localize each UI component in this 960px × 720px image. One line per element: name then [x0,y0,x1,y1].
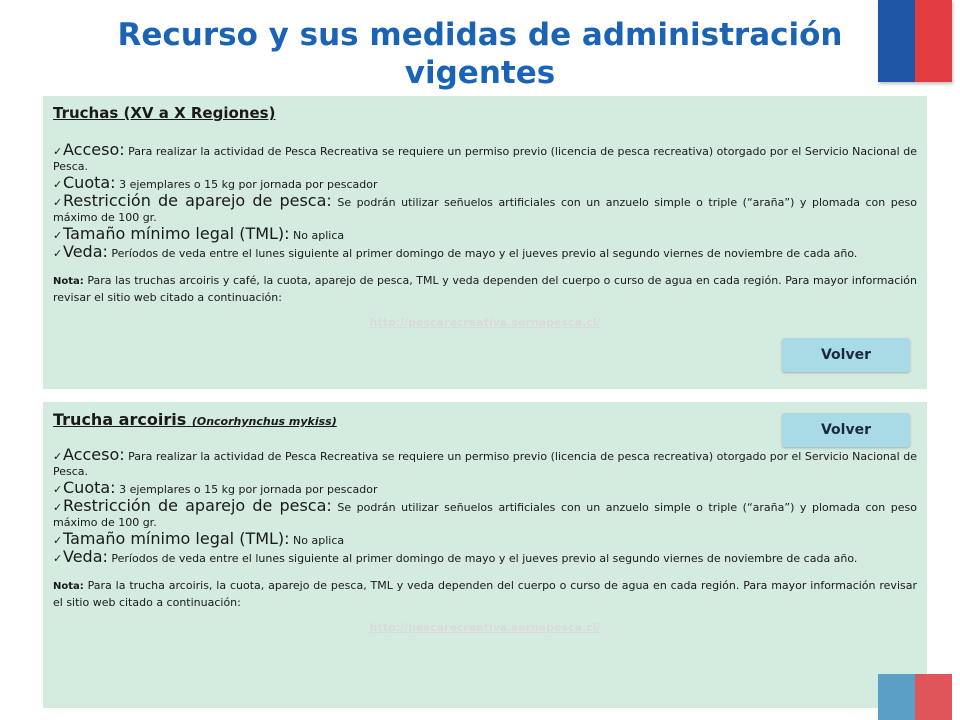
list-item: ✓Tamaño mínimo legal (TML): No aplica [53,224,345,243]
list-item: ✓Cuota: 3 ejemplares o 15 kg por jornada por pescador [53,478,378,497]
list-item: ✓Veda: Períodos de veda entre el lunes siguiente al primer domingo de mayo y el jueves previo al segundo viernes de noviembre de cada año. [53,547,858,566]
checkmark-icon: ✓ [53,178,63,191]
regulation-list [53,447,917,566]
panel-heading: Truchas (XV a X Regiones) [53,104,276,122]
list-item: ✓Cuota: 3 ejemplares o 15 kg por jornada por pescador [53,173,378,192]
sernapesca-link[interactable]: http://pescarecreativa.sernapesca.cl/ [369,621,601,634]
regulation-list [53,142,917,261]
checkmark-icon: ✓ [53,196,63,209]
list-item: ✓Acceso: Para realizar la actividad de Pesca Recreativa se requiere un permiso previo (licencia de pesca recreativa) otorgado por el Servicio Nacional de Pesca. [53,445,917,478]
trucha-arcoiris-panel [43,402,927,708]
page-title: Recurso y sus medidas de administración vigentes [117,17,843,91]
volver-button[interactable]: Volver [782,338,910,372]
list-item: ✓Veda: Períodos de veda entre el lunes siguiente al primer domingo de mayo y el jueves previo al segundo viernes de noviembre de cada año. [53,242,858,261]
volver-button[interactable]: Volver [782,413,910,447]
scientific-name: (Oncorhynchus mykiss) [191,415,337,428]
panel-heading: Trucha arcoiris (Oncorhynchus mykiss) [53,410,337,429]
note: Nota: Para las truchas arcoiris y café, la cuota, aparejo de pesca, TML y veda dependen del cuerpo o curso de agua en cada región. Para mayor información revisar el sitio web citado a continuación: [53,274,917,304]
list-item: ✓Restricción de aparejo de pesca: Se podrán utilizar señuelos artificiales con un anzuelo simple o triple (“araña”) y plomada con peso máximo de 100 gr. [53,191,917,224]
chile-flag-icon [878,674,952,720]
list-item: ✓Acceso: Para realizar la actividad de Pesca Recreativa se requiere un permiso previo (licencia de pesca recreativa) otorgado por el Servicio Nacional de Pesca. [53,140,917,173]
checkmark-icon: ✓ [53,534,63,547]
note: Nota: Para la trucha arcoiris, la cuota, aparejo de pesca, TML y veda dependen del cuerpo o curso de agua en cada región. Para mayor información revisar el sitio web citado a continuación: [53,579,917,609]
sernapesca-link[interactable]: http://pescarecreativa.sernapesca.cl/ [369,316,601,329]
checkmark-icon: ✓ [53,552,63,565]
chile-flag-icon [878,0,952,82]
checkmark-icon: ✓ [53,501,63,514]
checkmark-icon: ✓ [53,450,63,463]
list-item: ✓Restricción de aparejo de pesca: Se podrán utilizar señuelos artificiales con un anzuelo simple o triple (“araña”) y plomada con peso máximo de 100 gr. [53,496,917,529]
checkmark-icon: ✓ [53,483,63,496]
checkmark-icon: ✓ [53,229,63,242]
checkmark-icon: ✓ [53,247,63,260]
checkmark-icon: ✓ [53,145,63,158]
list-item: ✓Tamaño mínimo legal (TML): No aplica [53,529,345,548]
